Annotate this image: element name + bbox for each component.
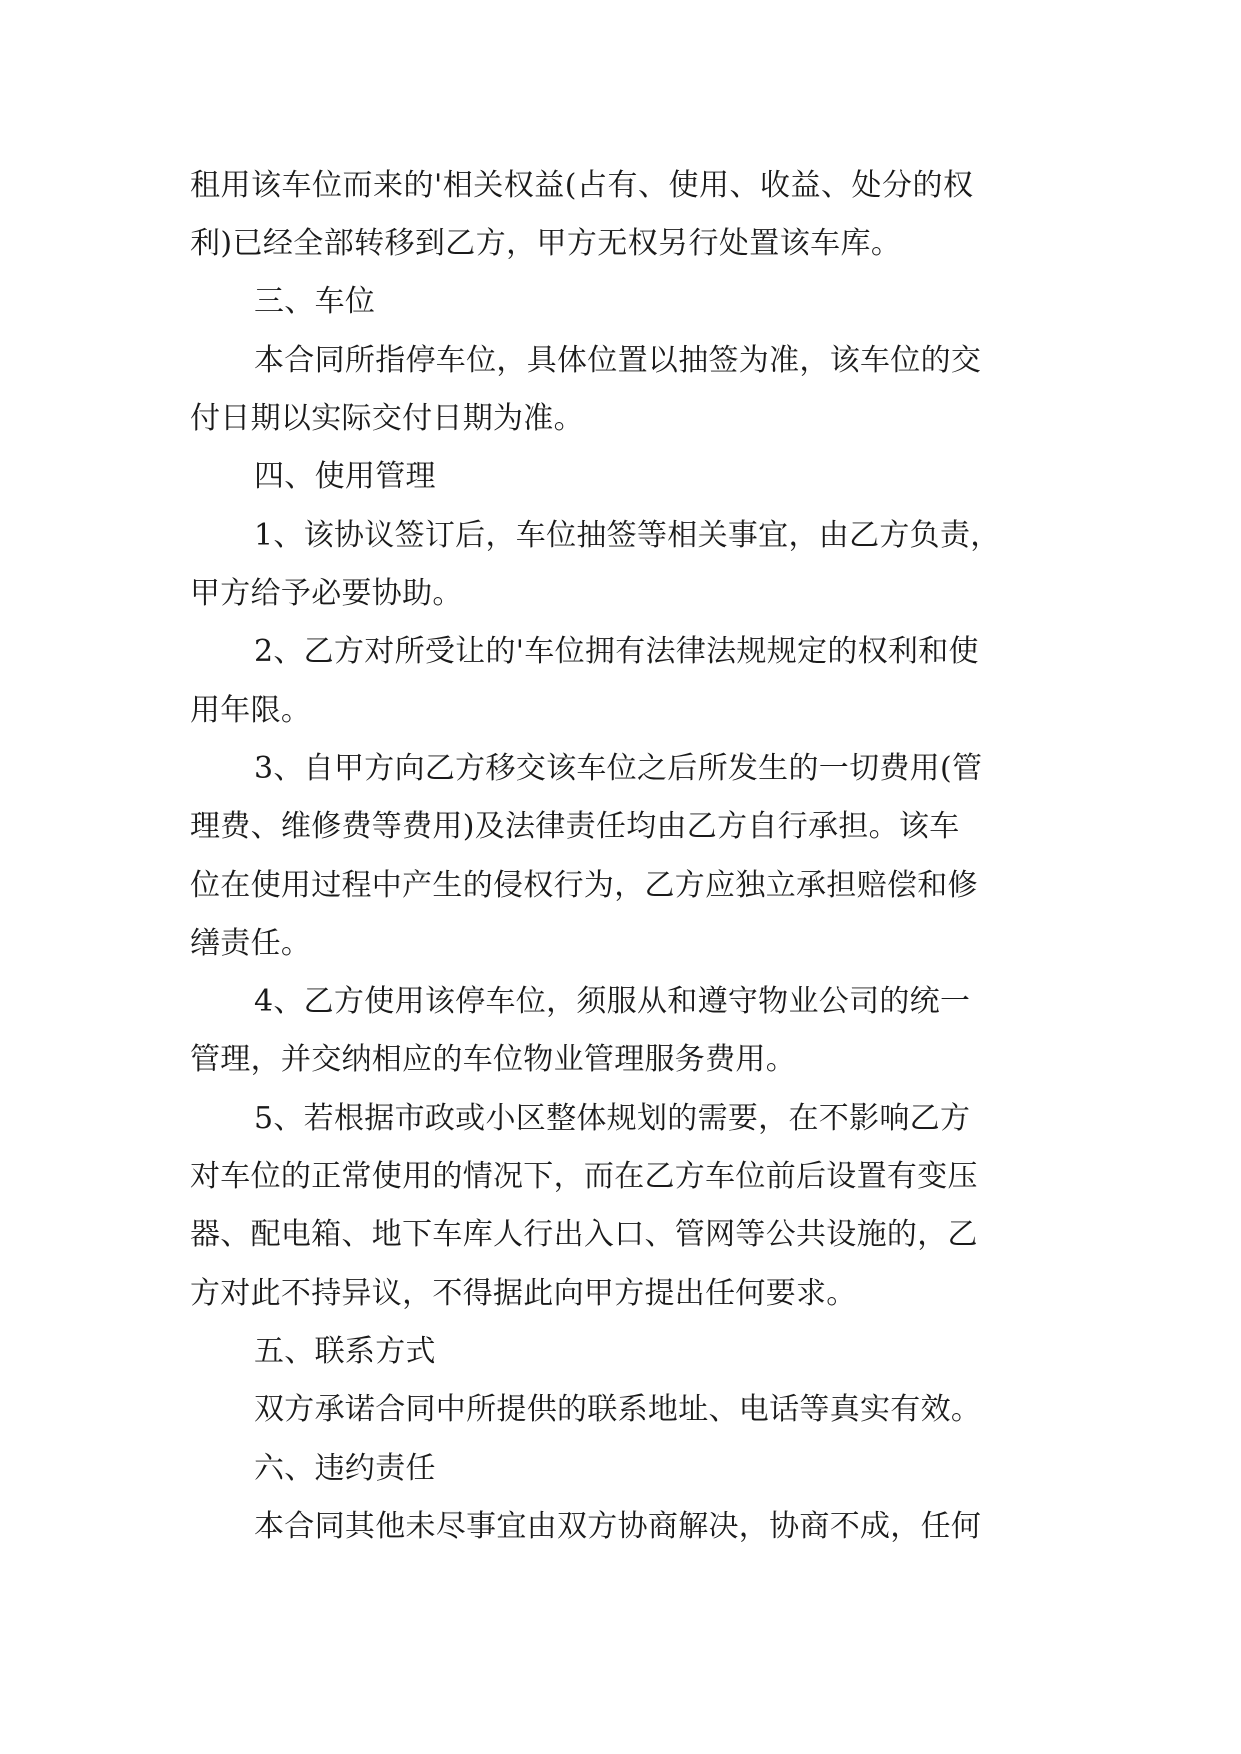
paragraph-line: 器、配电箱、地下车库人行出入口、管网等公共设施的，乙 <box>190 1217 978 1252</box>
paragraph-line: 3、自甲方向乙方移交该车位之后所发生的一切费用(管 <box>254 751 983 786</box>
paragraph-line: 甲方给予必要协助。 <box>190 576 463 611</box>
paragraph-line: 利)已经全部转移到乙方，甲方无权另行处置该车库。 <box>190 226 902 261</box>
paragraph-line: 方对此不持异议，不得据此向甲方提出任何要求。 <box>190 1276 857 1311</box>
paragraph-line: 付日期以实际交付日期为准。 <box>190 401 584 436</box>
section-heading: 三、车位 <box>254 284 376 319</box>
paragraph-line: 用年限。 <box>190 693 312 728</box>
paragraph-line: 1、该协议签订后，车位抽签等相关事宜，由乙方负责， <box>254 518 1001 553</box>
paragraph-line: 4、乙方使用该停车位，须服从和遵守物业公司的统一 <box>254 984 971 1019</box>
section-heading: 六、违约责任 <box>254 1451 436 1486</box>
paragraph-line: 2、乙方对所受让的'车位拥有法律法规规定的权利和使 <box>254 634 979 669</box>
paragraph-line: 本合同其他未尽事宜由双方协商解决，协商不成，任何 <box>254 1509 982 1544</box>
paragraph-line: 理费、维修费等费用)及法律责任均由乙方自行承担。该车 <box>190 809 960 844</box>
paragraph-line: 缮责任。 <box>190 926 312 961</box>
section-heading: 四、使用管理 <box>254 459 436 494</box>
paragraph-line: 租用该车位而来的'相关权益(占有、使用、收益、处分的权 <box>190 168 974 203</box>
paragraph-line: 对车位的正常使用的情况下，而在乙方车位前后设置有变压 <box>190 1159 978 1194</box>
paragraph-line: 位在使用过程中产生的侵权行为，乙方应独立承担赔偿和修 <box>190 868 978 903</box>
paragraph-line: 本合同所指停车位，具体位置以抽签为准，该车位的交 <box>254 343 982 378</box>
paragraph-line: 管理，并交纳相应的车位物业管理服务费用。 <box>190 1042 796 1077</box>
paragraph-line: 5、若根据市政或小区整体规划的需要，在不影响乙方 <box>254 1101 971 1136</box>
paragraph-line: 双方承诺合同中所提供的联系地址、电话等真实有效。 <box>254 1392 982 1427</box>
section-heading: 五、联系方式 <box>254 1334 436 1369</box>
